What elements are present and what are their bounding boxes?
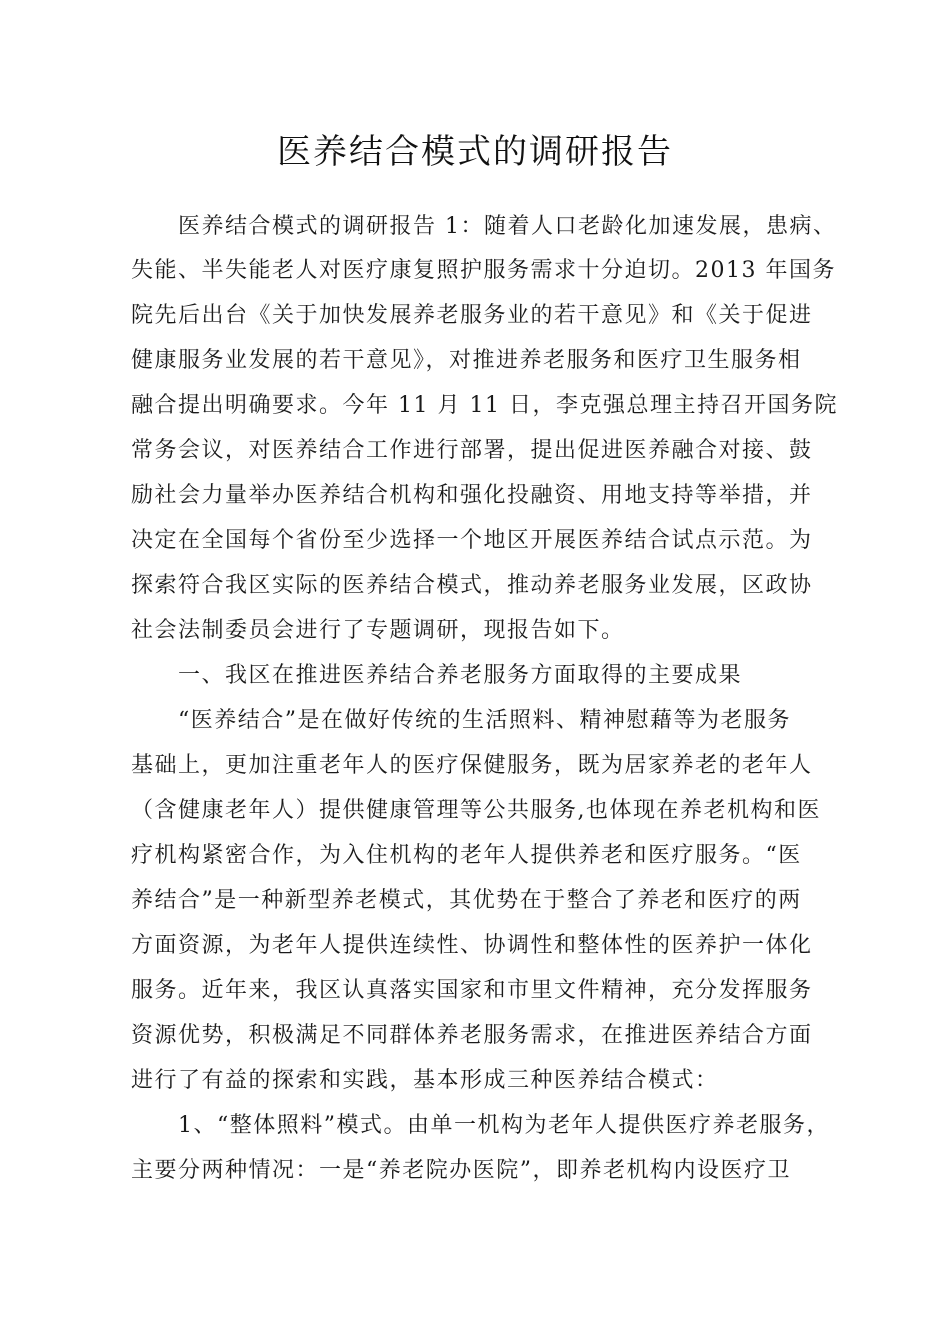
document-title: 医养结合模式的调研报告 (277, 132, 673, 172)
paragraph-line: 融合提出明确要求。今年 11 月 11 日，李克强总理主持召开国务院 (131, 393, 838, 418)
paragraph-line: 方面资源，为老年人提供连续性、协调性和整体性的医养护一体化 (131, 933, 813, 958)
paragraph-line: 服务。近年来，我区认真落实国家和市里文件精神，充分发挥服务 (131, 978, 813, 1003)
paragraph-line: 探索符合我区实际的医养结合模式，推动养老服务业发展，区政协 (131, 573, 813, 598)
paragraph-line: 基础上，更加注重老年人的医疗保健服务，既为居家养老的老年人 (131, 753, 813, 778)
paragraph-line: 常务会议，对医养结合工作进行部署，提出促进医养融合对接、鼓 (131, 438, 813, 463)
paragraph-line: 主要分两种情况：一是“养老院办医院”，即养老机构内设医疗卫 (131, 1158, 791, 1183)
paragraph-line: 进行了有益的探索和实践，基本形成三种医养结合模式： (131, 1068, 719, 1093)
paragraph-line: 院先后出台《关于加快发展养老服务业的若干意见》和《关于促进 (131, 303, 813, 328)
section-heading: 一、我区在推进医养结合养老服务方面取得的主要成果 (178, 663, 743, 688)
paragraph-line: 资源优势，积极满足不同群体养老服务需求，在推进医养结合方面 (131, 1023, 813, 1048)
paragraph-line: 失能、半失能老人对医疗康复照护服务需求十分迫切。2013 年国务 (131, 258, 836, 283)
paragraph-line: 医养结合模式的调研报告 1：随着人口老龄化加速发展，患病、 (178, 214, 837, 239)
paragraph-line: 健康服务业发展的若干意见》，对推进养老服务和医疗卫生服务相 (131, 348, 802, 373)
paragraph-line: 社会法制委员会进行了专题调研，现报告如下。 (131, 618, 625, 643)
paragraph-line: 疗机构紧密合作，为入住机构的老年人提供养老和医疗服务。“医 (131, 843, 802, 868)
paragraph-line: 养结合”是一种新型养老模式，其优势在于整合了养老和医疗的两 (131, 888, 802, 913)
paragraph-line: 1、“整体照料”模式。由单一机构为老年人提供医疗养老服务， (178, 1113, 830, 1138)
paragraph-line: 决定在全国每个省份至少选择一个地区开展医养结合试点示范。为 (131, 528, 813, 553)
paragraph-line: 励社会力量举办医养结合机构和强化投融资、用地支持等举措，并 (131, 483, 813, 508)
paragraph-line: “医养结合”是在做好传统的生活照料、精神慰藉等为老服务 (178, 708, 791, 733)
paragraph-line: （含健康老年人）提供健康管理等公共服务,也体现在养老机构和医 (131, 798, 821, 823)
